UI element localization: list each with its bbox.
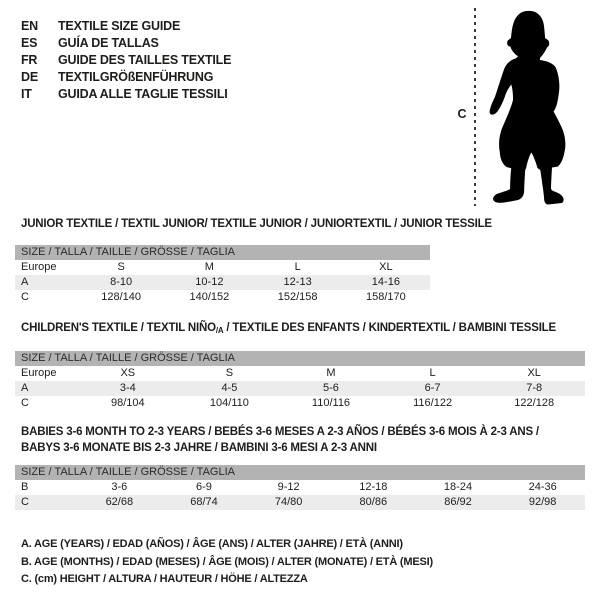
row-label: C bbox=[21, 496, 29, 508]
language-code: ES bbox=[21, 36, 38, 50]
table-row-age bbox=[15, 381, 585, 396]
cell: 104/110 bbox=[209, 397, 249, 409]
cell: 4-5 bbox=[221, 382, 238, 394]
cell: 10-12 bbox=[195, 276, 224, 288]
cell: 24-36 bbox=[528, 481, 557, 493]
cell: 98/104 bbox=[110, 397, 145, 409]
language-label: TEXTILE SIZE GUIDE bbox=[58, 19, 181, 33]
cell: 80/86 bbox=[359, 496, 388, 508]
row-label: A bbox=[21, 276, 29, 288]
title-subscript: /A bbox=[215, 326, 224, 335]
toddler-silhouette-icon bbox=[480, 0, 600, 215]
language-label: GUÍA DE TALLAS bbox=[58, 36, 159, 50]
language-row-it bbox=[21, 86, 231, 103]
row-label: C bbox=[21, 397, 29, 409]
language-code: IT bbox=[21, 87, 32, 101]
language-label: GUIDA ALLE TAGLIE TESSILI bbox=[58, 87, 228, 101]
language-label: TEXTILGRÖßENFÜHRUNG bbox=[58, 70, 214, 84]
cell: M bbox=[204, 261, 214, 273]
cell: L bbox=[294, 261, 301, 273]
cell: 12-18 bbox=[359, 481, 388, 493]
cell: 14-16 bbox=[371, 276, 400, 288]
cell: 18-24 bbox=[443, 481, 473, 493]
row-label: Europe bbox=[21, 261, 57, 273]
cell: 3-6 bbox=[111, 481, 128, 493]
table-row-europe bbox=[15, 260, 430, 275]
row-label: A bbox=[21, 382, 29, 394]
cell: 92/98 bbox=[528, 496, 557, 508]
height-marker-label: C bbox=[457, 107, 467, 121]
footnote-c: C. (cm) HEIGHT / ALTURA / HAUTEUR / HÖHE / ALTEZZA bbox=[21, 573, 308, 585]
cell: 110/116 bbox=[311, 397, 351, 409]
table-row-height bbox=[15, 290, 430, 305]
cell: L bbox=[429, 367, 436, 379]
table-row-age bbox=[15, 275, 430, 290]
row-label: B bbox=[21, 481, 29, 493]
table-row-age-months bbox=[15, 480, 585, 495]
cell: 128/140 bbox=[101, 291, 141, 303]
children-textile-table bbox=[15, 322, 585, 411]
cell: 8-10 bbox=[110, 276, 133, 288]
cell: 9-12 bbox=[277, 481, 300, 493]
cell: M bbox=[326, 367, 336, 379]
cell: S bbox=[225, 367, 234, 379]
language-code: EN bbox=[21, 19, 38, 33]
cell: 5-6 bbox=[323, 382, 339, 394]
title-line-1: BABIES 3-6 MONTH TO 2-3 YEARS / BEBÉS 3-6 MESES A 2-3 AÑOS / BÉBÉS 3-6 MOIS À 2-3 ANS / bbox=[21, 426, 539, 438]
babies-textile-table bbox=[15, 425, 585, 510]
cell: XL bbox=[379, 261, 393, 273]
cell: 86/92 bbox=[444, 496, 472, 508]
cell: 68/74 bbox=[190, 496, 218, 508]
language-row-en bbox=[21, 18, 231, 35]
height-measure-dashed-line bbox=[474, 8, 476, 206]
junior-table-title: JUNIOR TEXTILE / TEXTIL JUNIOR/ TEXTILE JUNIOR / JUNIORTEXTIL / JUNIOR TESSILE bbox=[21, 218, 492, 230]
language-list bbox=[21, 18, 231, 103]
language-row-fr bbox=[21, 52, 231, 69]
junior-textile-table bbox=[15, 218, 492, 305]
table-row-height bbox=[15, 495, 585, 510]
language-row-de bbox=[21, 69, 231, 86]
cell: 140/152 bbox=[189, 291, 230, 303]
footnotes bbox=[21, 536, 433, 589]
row-label: Europe bbox=[21, 367, 57, 379]
cell: 158/170 bbox=[365, 291, 406, 303]
cell: 122/128 bbox=[514, 397, 555, 409]
cell: S bbox=[117, 261, 125, 273]
cell: 152/158 bbox=[277, 291, 318, 303]
cell: 12-13 bbox=[283, 276, 312, 288]
cell: XS bbox=[120, 367, 136, 379]
language-label: GUIDE DES TAILLES TEXTILE bbox=[58, 53, 232, 67]
footnote-b: B. AGE (MONTHS) / EDAD (MESES) / ÂGE (MOIS) / ALTER (MONATE) / ETÀ (MESI) bbox=[21, 555, 433, 568]
language-code: DE bbox=[21, 70, 38, 84]
size-header-bar: SIZE / TALLA / TAILLE / GRÖSSE / TAGLIA bbox=[15, 351, 585, 366]
size-header-bar: SIZE / TALLA / TAILLE / GRÖSSE / TAGLIA bbox=[15, 245, 430, 260]
babies-table-title bbox=[21, 425, 585, 456]
cell: 6-7 bbox=[424, 382, 441, 394]
cell: 116/122 bbox=[413, 397, 453, 409]
cell: 6-9 bbox=[196, 481, 212, 493]
title-text: / TEXTILE DES ENFANTS / KINDERTEXTIL / BAMBINI TESSILE bbox=[223, 322, 556, 334]
cell: 3-4 bbox=[119, 382, 136, 394]
children-table-title bbox=[21, 322, 585, 337]
table-row-height bbox=[15, 396, 585, 411]
title-text: CHILDREN'S TEXTILE / TEXTIL NIÑO bbox=[21, 322, 216, 334]
cell: 62/68 bbox=[105, 496, 134, 508]
size-header-bar: SIZE / TALLA / TAILLE / GRÖSSE / TAGLIA bbox=[15, 465, 585, 480]
row-label: C bbox=[21, 291, 29, 303]
footnote-a: A. AGE (YEARS) / EDAD (AÑOS) / ÂGE (ANS) / ALTER (JAHRE) / ETÀ (ANNI) bbox=[21, 538, 403, 550]
cell: 74/80 bbox=[274, 496, 303, 508]
title-line-2: BABYS 3-6 MONATE BIS 2-3 JAHRE / BAMBINI 3-6 MESI A 2-3 ANNI bbox=[21, 441, 377, 454]
language-code: FR bbox=[21, 53, 38, 67]
cell: XL bbox=[527, 367, 541, 379]
cell: 7-8 bbox=[526, 382, 543, 394]
table-row-europe bbox=[15, 366, 585, 381]
language-row-es bbox=[21, 35, 231, 52]
